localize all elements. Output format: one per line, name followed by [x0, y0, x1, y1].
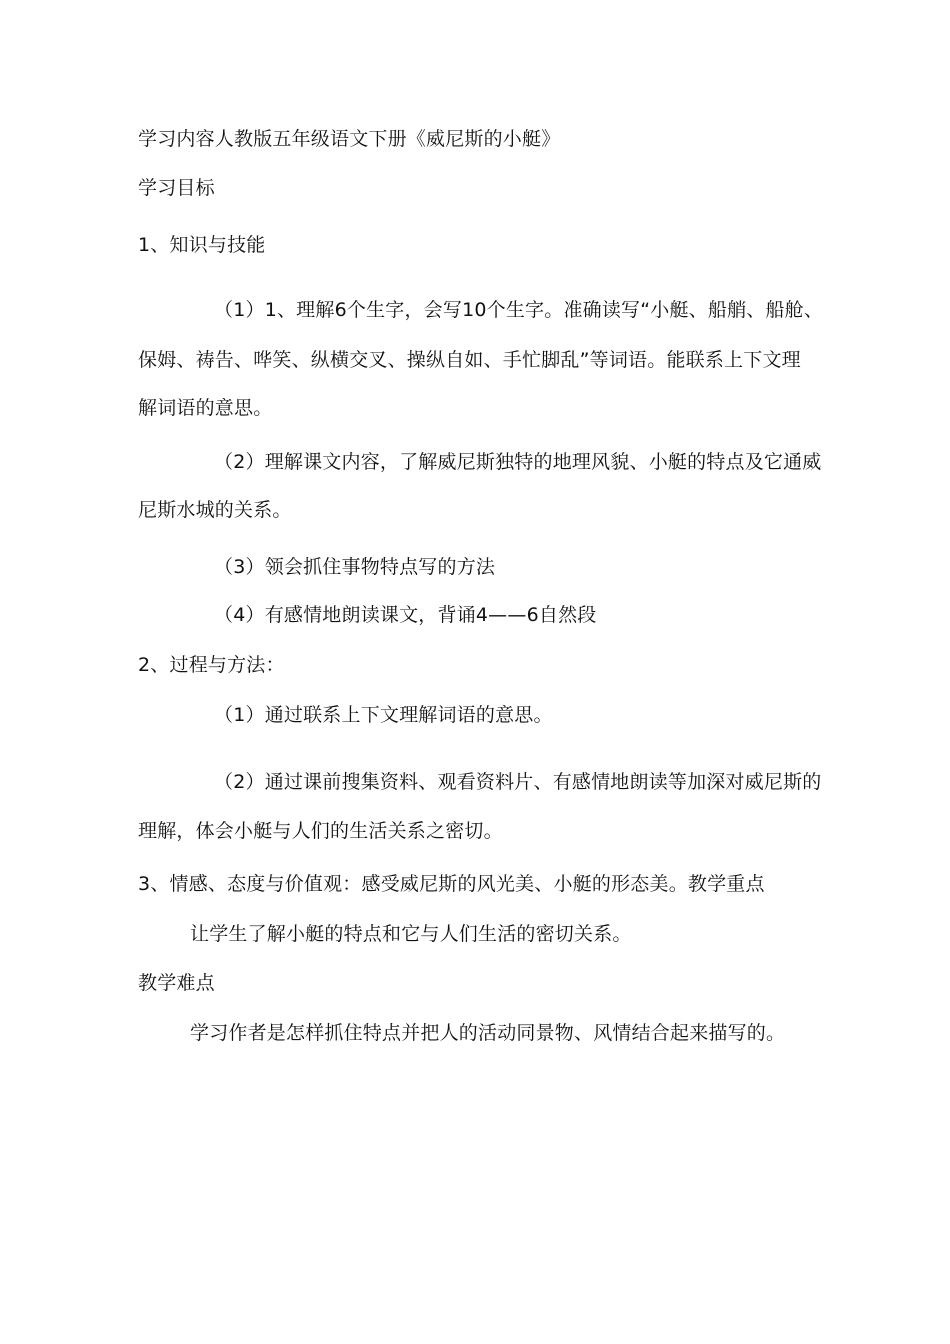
section1-item1-line3: 解词语的意思。	[138, 397, 273, 419]
difficulty-text: 学习作者是怎样抓住特点并把人的活动同景物、风情结合起来描写的。	[190, 1022, 786, 1044]
difficulty-heading: 教学难点	[138, 972, 215, 994]
document-title: 学习内容人教版五年级语文下册《威尼斯的小艇》	[138, 128, 561, 150]
section1-item3: （3）领会抓住事物特点写的方法	[214, 556, 496, 578]
section1-item2-line1: （2）理解课文内容，了解威尼斯独特的地理风貌、小艇的特点及它通威	[214, 451, 822, 473]
section1-item4: （4）有感情地朗读课文，背诵4——6自然段	[214, 604, 597, 626]
section2-item2-line2: 理解，体会小艇与人们的生活关系之密切。	[138, 820, 503, 842]
section2-item2-line1: （2）通过课前搜集资料、观看资料片、有感情地朗读等加深对威尼斯的	[214, 771, 822, 793]
key-point-text: 让学生了解小艇的特点和它与人们生活的密切关系。	[190, 923, 632, 945]
section1-heading: 1、知识与技能	[138, 234, 266, 256]
section2-item1: （1）通过联系上下文理解词语的意思。	[214, 704, 553, 726]
section1-item1-line1: （1）1、理解6个生字，会写10个生字。准确读写“小艇、船艄、船舱、	[214, 299, 824, 321]
section1-item2-line2: 尼斯水城的关系。	[138, 499, 292, 521]
section2-heading: 2、过程与方法：	[138, 654, 285, 676]
objectives-heading: 学习目标	[138, 177, 215, 199]
section1-item1-line2: 保姆、祷告、哗笑、纵横交叉、操纵自如、手忙脚乱”等词语。能联系上下文理	[138, 349, 801, 371]
section3-text: 3、情感、态度与价值观：感受威尼斯的风光美、小艇的形态美。教学重点	[138, 873, 765, 895]
